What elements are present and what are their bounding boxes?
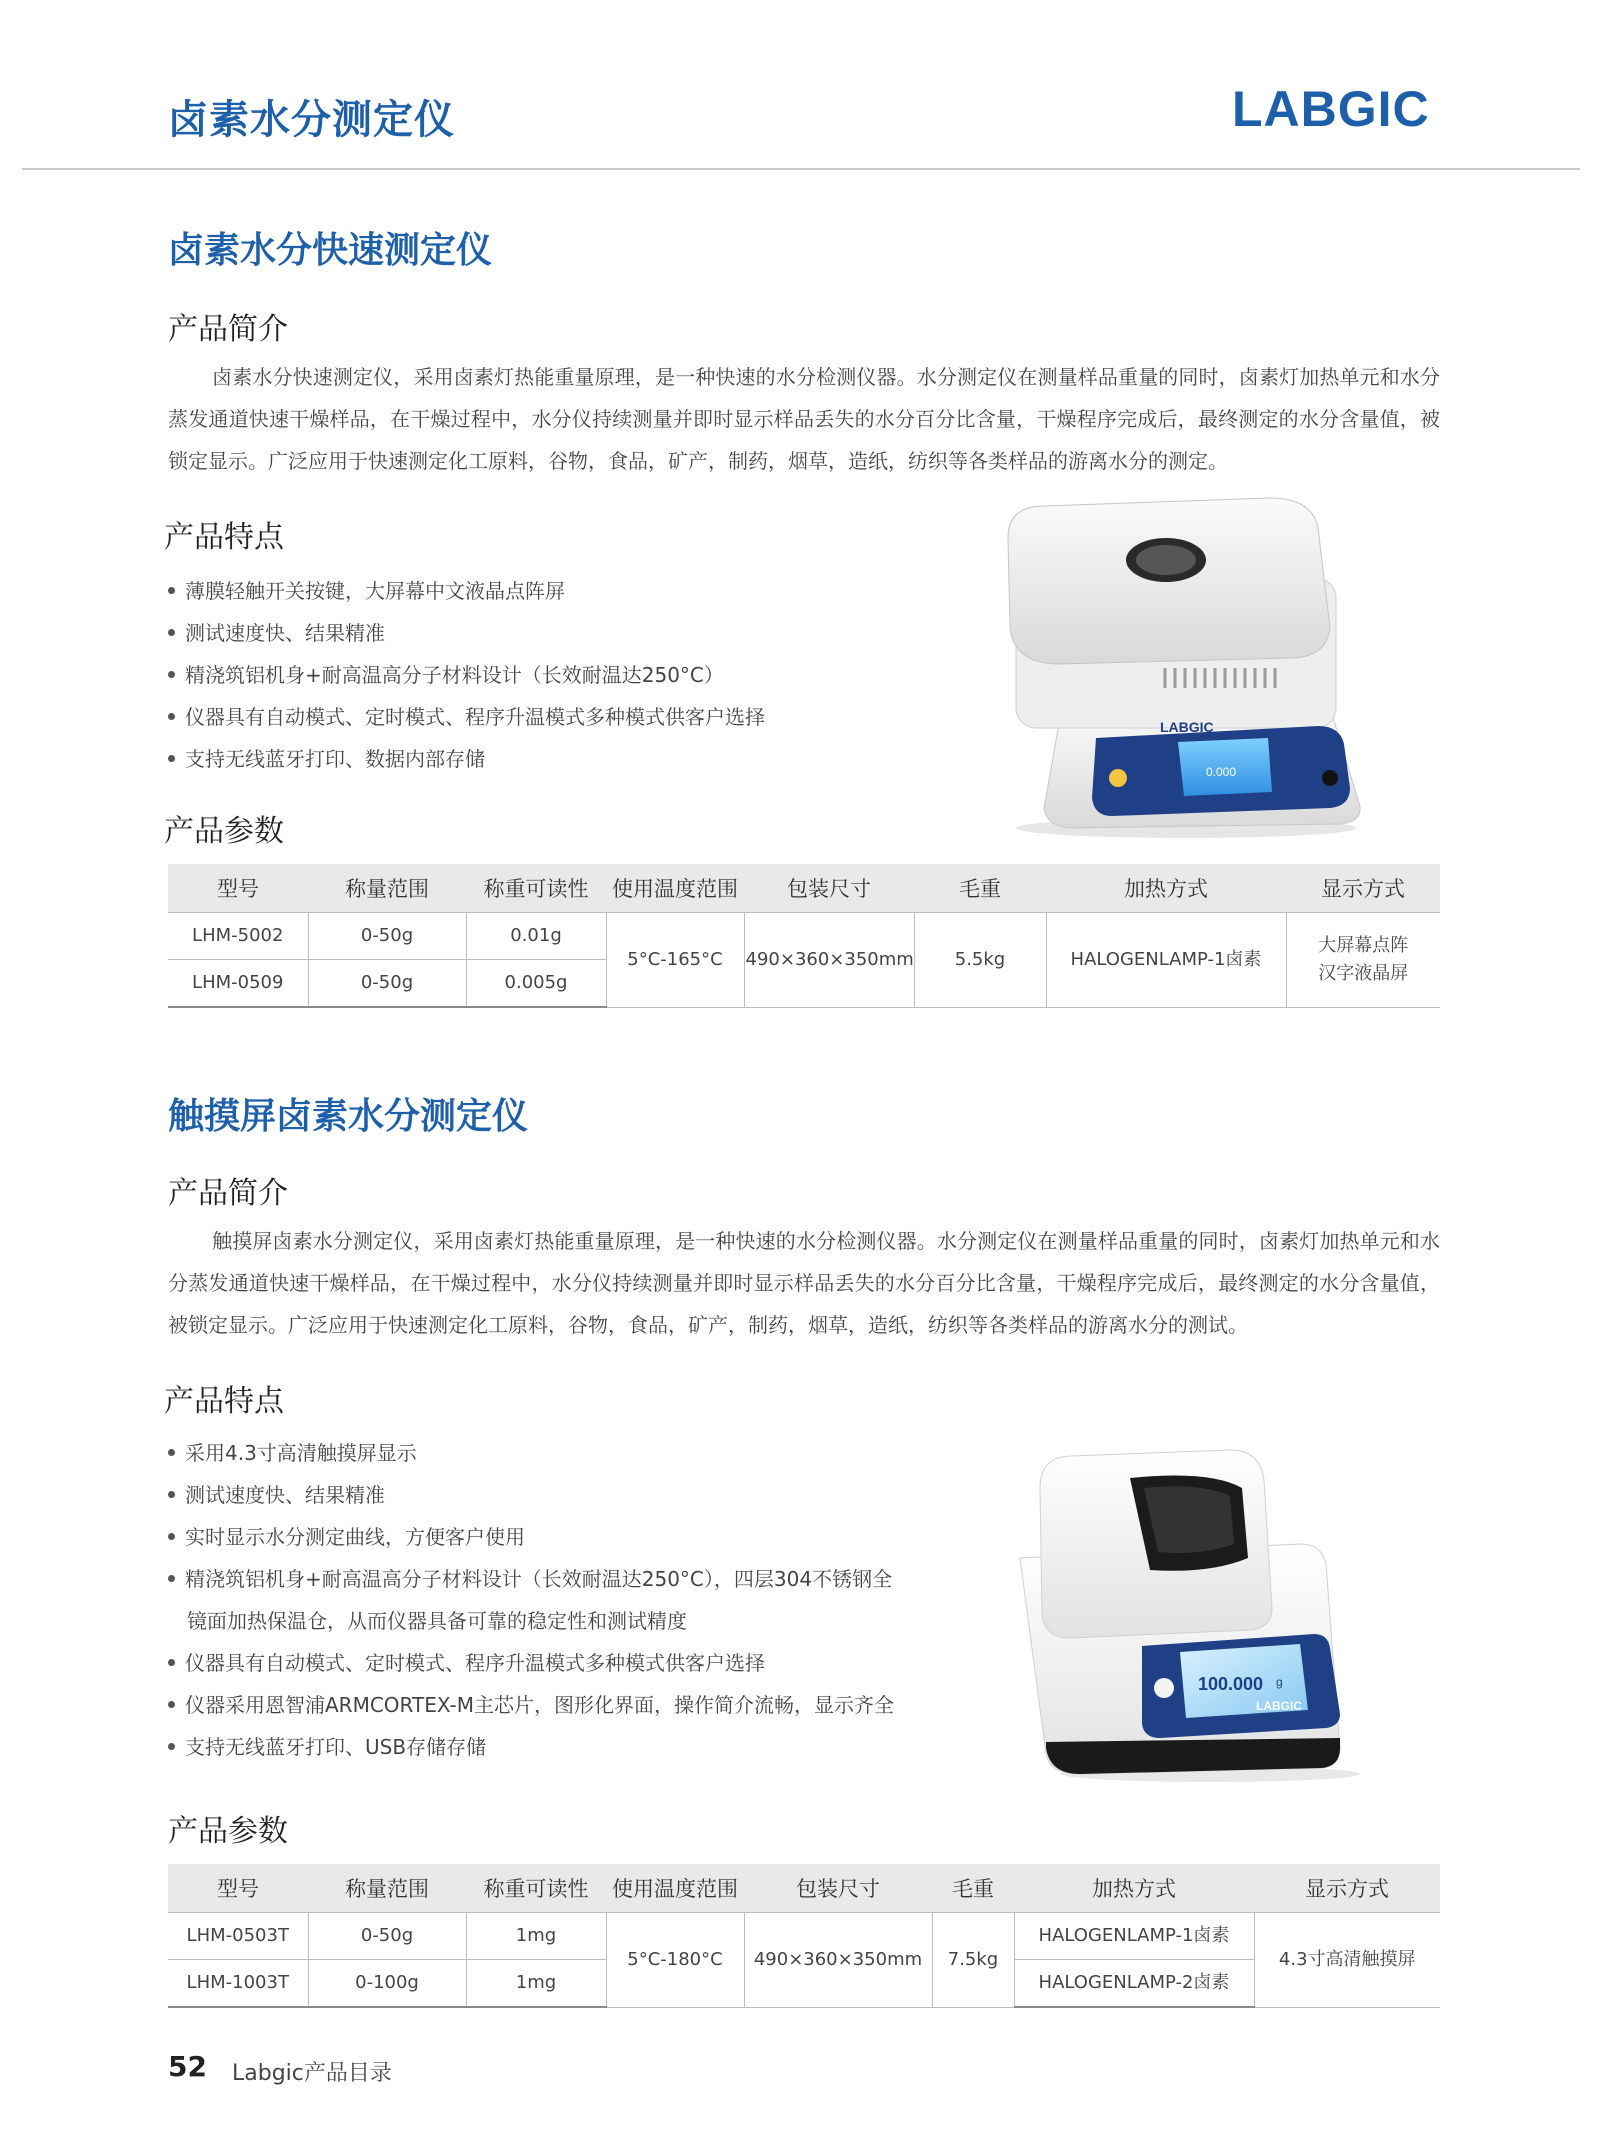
bullet-icon [168, 1449, 175, 1456]
list-item: 支持无线蓝牙打印、数据内部存储 [168, 738, 765, 780]
product2-params-heading: 产品参数 [168, 1814, 288, 1849]
bullet-icon [168, 1701, 175, 1708]
product1-params-heading: 产品参数 [164, 814, 284, 849]
list-item: 仪器具有自动模式、定时模式、程序升温模式多种模式供客户选择 [168, 1642, 894, 1684]
list-item: 测试速度快、结果精准 [168, 612, 765, 654]
list-item: 薄膜轻触开关按键，大屏幕中文液晶点阵屏 [168, 570, 765, 612]
bullet-icon [168, 1575, 175, 1582]
col-header-readability: 称重可读性 [466, 1864, 606, 1913]
moisture-analyzer-image [1000, 488, 1372, 840]
product2-features-list [168, 1432, 894, 1768]
col-header-size: 包装尺寸 [744, 864, 914, 913]
list-item: 仪器采用恩智浦ARMCORTEX-M主芯片，图形化界面，操作简介流畅，显示齐全 [168, 1684, 894, 1726]
product1-intro-text: 卤素水分快速测定仪，采用卤素灯热能重量原理，是一种快速的水分检测仪器。水分测定仪在测量样品重量的同时，卤素灯加热单元和水分蒸发通道快速干燥样品，在干燥过程中，水分仪持续测量并即时显示样品丢失的水分百分比含量，干燥程序完成后，最终测定的水分含量值，被锁定显示。广泛应用于快速测定化工原料，谷物，食品，矿产，制药，烟草，造纸，纺织等各类样品的游离水分的测定。 [168, 365, 1440, 473]
col-header-display: 显示方式 [1254, 1864, 1440, 1913]
col-header-size: 包装尺寸 [744, 1864, 932, 1913]
product1-intro-paragraph [168, 356, 1440, 482]
header-divider [22, 168, 1580, 170]
product1-features-heading: 产品特点 [164, 520, 284, 555]
device-brand-label: LABGIC [1256, 1699, 1302, 1713]
product1-intro-heading: 产品简介 [168, 312, 288, 347]
bullet-icon [168, 629, 175, 636]
list-item-continuation: 镜面加热保温仓，从而仪器具备可靠的稳定性和测试精度 [187, 1609, 687, 1633]
table-header-row [168, 864, 1440, 913]
table-row: LHM-1003T 0-100g 1mg HALOGENLAMP-2卤素 [168, 1960, 1440, 2008]
table-row: LHM-0503T 0-50g 1mg 5°C-180°C 490×360×350mm 7.5kg HALOGENLAMP-1卤素 4.3寸高清触摸屏 [168, 1913, 1440, 1960]
product2-spec-table [168, 1864, 1440, 2008]
bullet-icon [168, 1659, 175, 1666]
list-item: 采用4.3寸高清触摸屏显示 [168, 1432, 894, 1474]
product1-features-list [168, 570, 765, 780]
device-screen-unit: g [1276, 1675, 1283, 1689]
table-header-row [168, 1864, 1440, 1913]
product2-title: 触摸屏卤素水分测定仪 [168, 1096, 529, 1137]
table-row: LHM-5002 0-50g 0.01g 5°C-165°C 490×360×350mm 5.5kg HALOGENLAMP-1卤素 大屏幕点阵 汉字液晶屏 [168, 913, 1440, 960]
bullet-icon [168, 1743, 175, 1750]
bullet-icon [168, 1533, 175, 1540]
product2-intro-paragraph [168, 1220, 1440, 1346]
brand-logo: LABGIC [1232, 81, 1430, 137]
col-header-model: 型号 [168, 864, 308, 913]
col-header-temp: 使用温度范围 [606, 864, 744, 913]
bullet-icon [168, 713, 175, 720]
table-row: LHM-0509 0-50g 0.005g [168, 960, 1440, 1008]
col-header-temp: 使用温度范围 [606, 1864, 744, 1913]
list-item: 支持无线蓝牙打印、USB存储存储 [168, 1726, 894, 1768]
col-header-display: 显示方式 [1286, 864, 1440, 913]
page-title: 卤素水分测定仪 [168, 97, 455, 143]
product2-intro-text: 触摸屏卤素水分测定仪，采用卤素灯热能重量原理，是一种快速的水分检测仪器。水分测定仪在测量样品重量的同时，卤素灯加热单元和水分蒸发通道快速干燥样品，在干燥过程中，水分仪持续测量并即时显示样品丢失的水分百分比含量，干燥程序完成后，最终测定的水分含量值，被锁定显示。广泛应用于快速测定化工原料，谷物，食品，矿产，制药，烟草，造纸，纺织等各类样品的游离水分的测试。 [168, 1229, 1440, 1337]
list-item: 仪器具有自动模式、定时模式、程序升温模式多种模式供客户选择 [168, 696, 765, 738]
bullet-icon [168, 671, 175, 678]
product2-intro-heading: 产品简介 [168, 1176, 288, 1211]
device-screen-value: 0.000 [1206, 765, 1237, 779]
device-brand-label: LABGIC [1160, 719, 1214, 735]
col-header-heating: 加热方式 [1014, 1864, 1254, 1913]
bullet-icon [168, 1491, 175, 1498]
col-header-range: 称量范围 [308, 864, 466, 913]
page-number: 52 [168, 2050, 207, 2083]
col-header-weight: 毛重 [914, 864, 1046, 913]
col-header-range: 称量范围 [308, 1864, 466, 1913]
col-header-readability: 称重可读性 [466, 864, 606, 913]
list-item: 测试速度快、结果精准 [168, 1474, 894, 1516]
product2-features-heading: 产品特点 [164, 1384, 284, 1419]
col-header-heating: 加热方式 [1046, 864, 1286, 913]
list-item: 精浇筑铝机身+耐高温高分子材料设计（长效耐温达250°C） [168, 654, 765, 696]
bullet-icon [168, 755, 175, 762]
product1-title: 卤素水分快速测定仪 [168, 230, 493, 271]
list-item: 实时显示水分测定曲线，方便客户使用 [168, 1516, 894, 1558]
footer-text: Labgic产品目录 [232, 2061, 392, 2086]
col-header-weight: 毛重 [932, 1864, 1014, 1913]
list-item: 精浇筑铝机身+耐高温高分子材料设计（长效耐温达250°C），四层304不锈钢全 [168, 1558, 894, 1600]
touchscreen-analyzer-image [1010, 1448, 1390, 1784]
product1-spec-table [168, 864, 1440, 1008]
device-screen-value: 100.000 [1198, 1674, 1264, 1694]
bullet-icon [168, 587, 175, 594]
col-header-model: 型号 [168, 1864, 308, 1913]
